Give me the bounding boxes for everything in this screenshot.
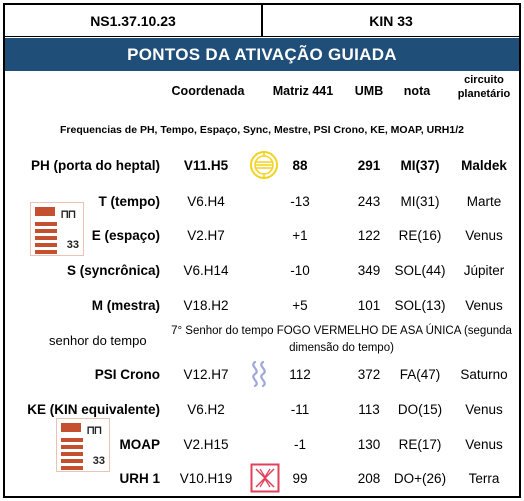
header-row (5, 5, 519, 37)
row-matriz: -10 (290, 262, 310, 278)
row-matriz: 112 (289, 366, 311, 382)
row-nota: RE(16) (398, 227, 442, 243)
row-label: URH 1 (119, 470, 160, 486)
page-title: PONTOS DA ATIVAÇÃO GUIADA (5, 38, 519, 71)
frequencies-caption: Frequencias de PH, Tempo, Espaço, Sync, Mestre, PSI Crono, KE, MOAP, URH1/2 (60, 124, 464, 136)
row-umb: 113 (358, 401, 380, 417)
kin-number: KIN 33 (261, 5, 519, 36)
row-matriz: 99 (292, 470, 308, 486)
row-matriz: 88 (292, 157, 308, 173)
date-code: NS1.37.10.23 (90, 12, 176, 29)
row-label: E (espaço) (91, 227, 160, 243)
row-nota: RE(17) (398, 436, 442, 452)
row-coord: V6.H2 (187, 401, 225, 417)
col-header-circuito: circuito planetário (457, 74, 511, 100)
row-label: MOAP (119, 436, 160, 452)
row-nota: SOL(44) (394, 262, 446, 278)
row-circuito: Venus (465, 297, 503, 313)
row-umb: 130 (357, 436, 381, 452)
row-umb: 243 (357, 193, 381, 209)
seal-number: 33 (92, 455, 105, 467)
row-umb: 349 (357, 262, 381, 278)
row-umb: 291 (357, 157, 381, 173)
row-umb: 208 (357, 470, 381, 486)
row-matriz: +5 (292, 297, 308, 313)
seal-number: 33 (66, 239, 79, 251)
senhor-description: 7° Senhor do tempo FOGO VERMELHO DE ASA ÚNICA (segunda dimensão do tempo) (171, 325, 512, 354)
row-coord: V2.H15 (183, 436, 229, 452)
row-coord: V18.H2 (183, 297, 229, 313)
psi-crono-glyph-icon (245, 357, 273, 391)
row-nota: MI(31) (400, 193, 440, 209)
table-row (5, 288, 519, 322)
row-nota: MI(37) (400, 157, 440, 173)
col-header-umb: UMB (354, 84, 384, 98)
row-nota: FA(47) (399, 366, 441, 382)
heptad-sun-glyph-icon (248, 148, 280, 182)
row-coord: V11.H5 (183, 157, 229, 173)
senhor-label: senhor do tempo (49, 333, 147, 348)
row-label: M (mestra) (91, 297, 160, 313)
row-umb: 101 (357, 297, 381, 313)
table-row (5, 253, 519, 287)
urh-glyph-icon (248, 461, 282, 495)
row-label: KE (KIN equivalente) (27, 401, 160, 417)
row-matriz: -11 (290, 401, 310, 417)
col-header-nota: nota (403, 84, 431, 98)
row-coord: V6.H4 (187, 193, 225, 209)
row-matriz: -1 (293, 436, 306, 452)
row-circuito: Saturno (460, 366, 508, 382)
row-matriz: -13 (290, 193, 310, 209)
row-matriz: +1 (292, 227, 308, 243)
kin-seal-icon: ⊓⊓ 33 (56, 418, 110, 472)
row-label: PH (porta do heptal) (31, 157, 160, 173)
row-circuito: Maldek (461, 157, 507, 173)
row-circuito: Terra (468, 470, 500, 486)
table-frame (3, 3, 521, 498)
col-header-coordenada: Coordenada (171, 84, 245, 98)
row-umb: 372 (357, 366, 381, 382)
row-circuito: Venus (465, 436, 503, 452)
row-label: T (tempo) (98, 193, 160, 209)
row-label: PSI Crono (94, 366, 160, 382)
row-nota: DO+(26) (393, 470, 447, 486)
row-coord: V10.H19 (179, 470, 233, 486)
row-nota: DO(15) (397, 401, 443, 417)
row-umb: 122 (357, 227, 381, 243)
row-circuito: Venus (465, 401, 503, 417)
kin-seal-icon: ⊓⊓ 33 (30, 202, 84, 256)
row-circuito: Venus (465, 227, 503, 243)
row-nota: SOL(13) (394, 297, 446, 313)
row-coord: V2.H7 (187, 227, 225, 243)
row-label: S (syncrônica) (66, 262, 160, 278)
col-header-matriz: Matriz 441 (272, 84, 334, 98)
row-circuito: Marte (466, 193, 502, 209)
row-coord: V12.H7 (183, 366, 229, 382)
row-circuito: Júpiter (463, 262, 505, 278)
row-coord: V6.H14 (183, 262, 229, 278)
